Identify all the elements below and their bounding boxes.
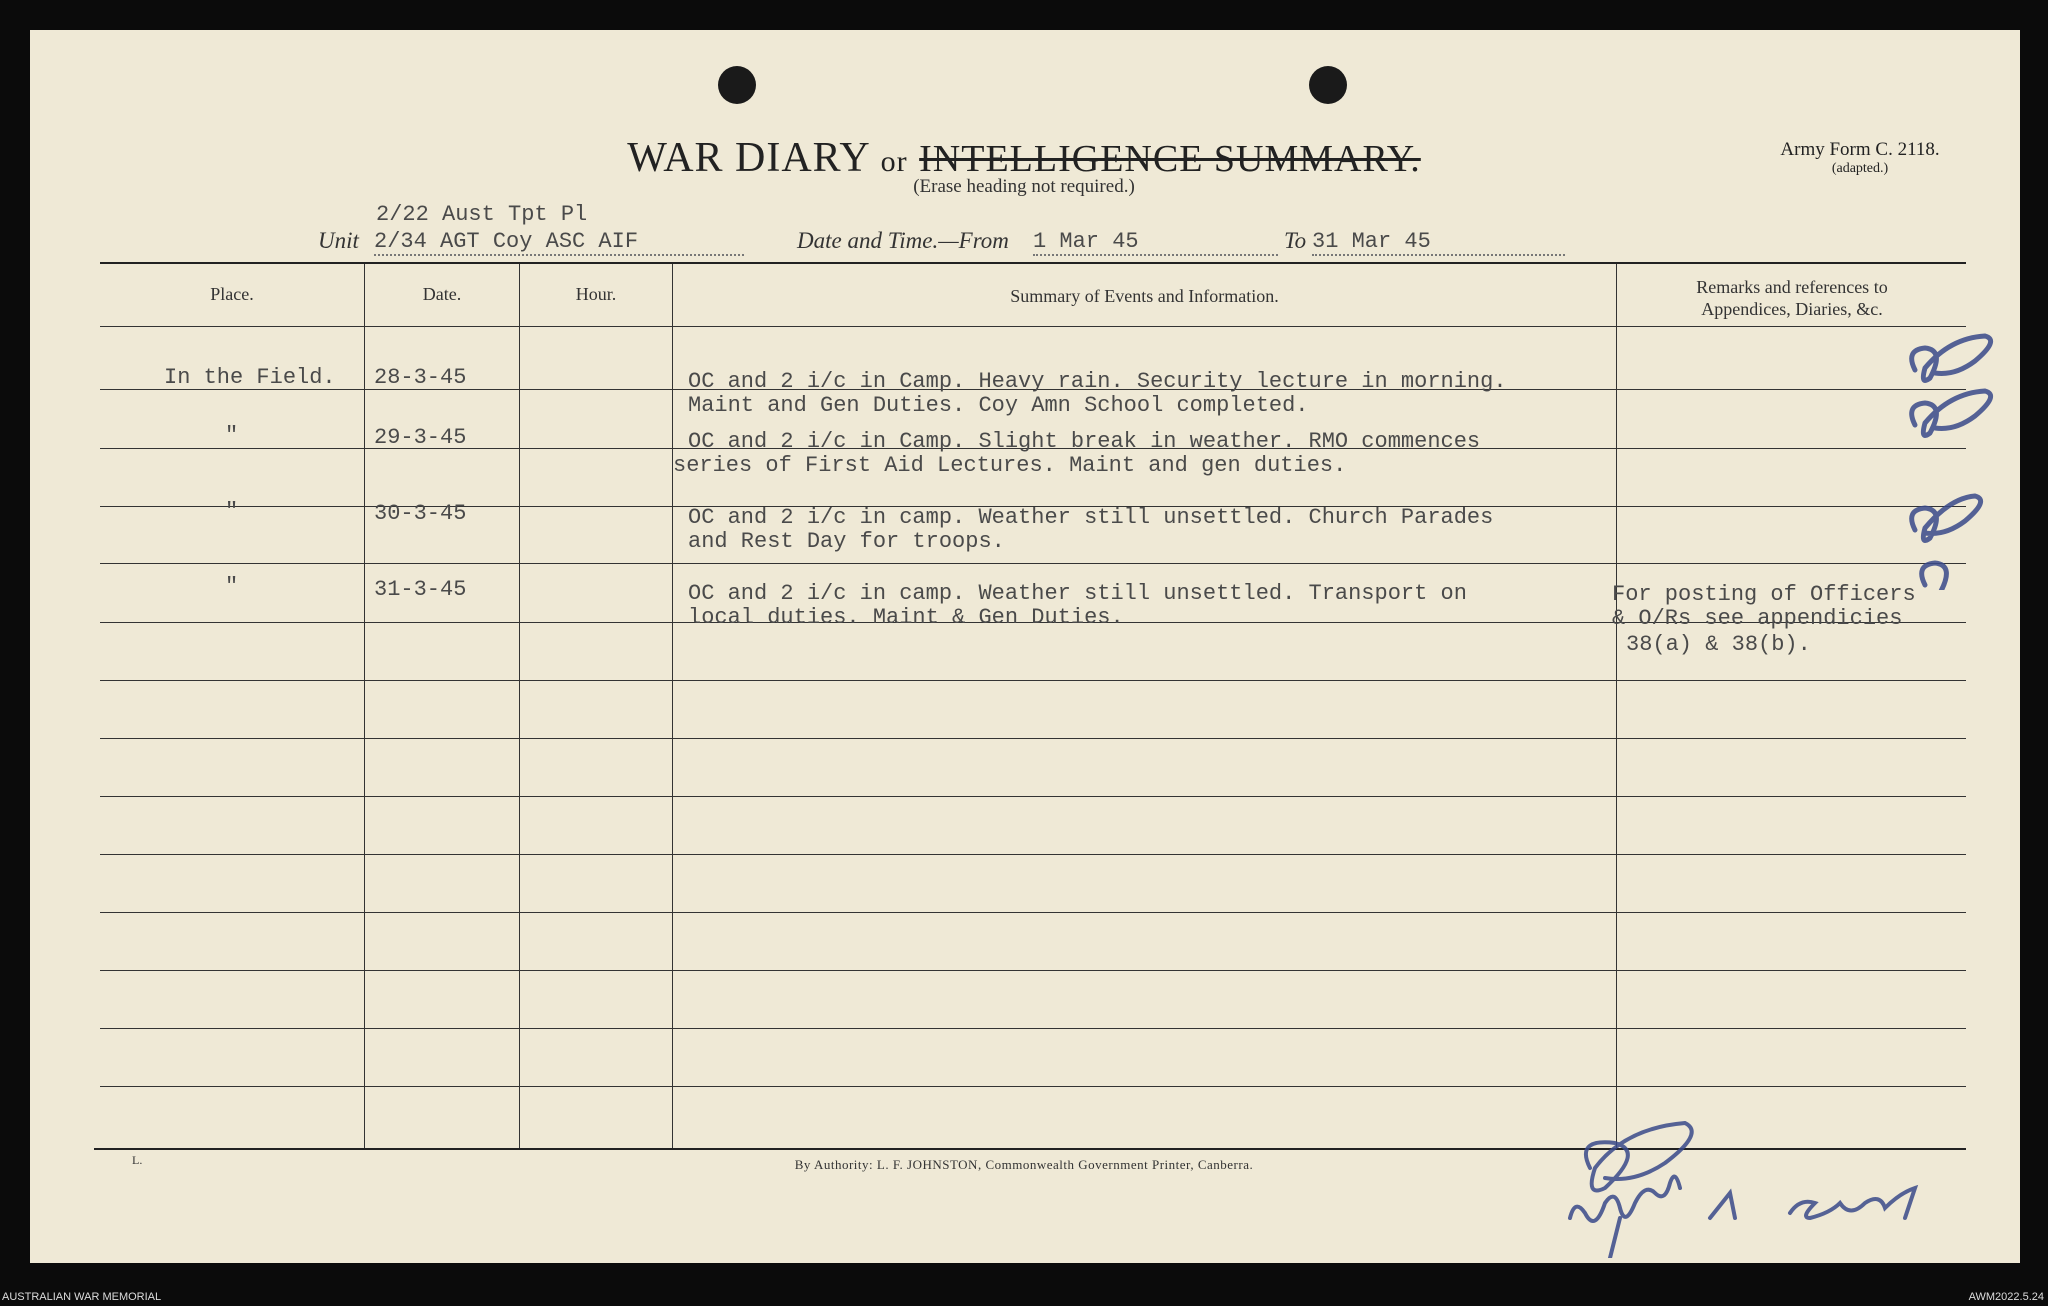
army-form-sub: (adapted.) — [1831, 161, 1889, 176]
unit-line-2: 2/34 AGT Coy ASC AIF — [374, 229, 744, 256]
ruled-line — [100, 912, 1966, 913]
date-to: 31 Mar 45 — [1312, 229, 1565, 256]
ruled-line — [100, 738, 1966, 739]
header-summary: Summary of Events and Information. — [1010, 286, 1279, 306]
ruled-line — [100, 854, 1966, 855]
header-place: Place. — [210, 284, 254, 304]
col-divider-hour — [672, 264, 673, 1148]
title-struck: INTELLIGENCE SUMMARY. — [919, 138, 1421, 180]
row4-summary-line1: OC and 2 i/c in camp. Weather still unsettled. Transport on — [688, 581, 1467, 606]
unit-line-1: 2/22 Aust Tpt Pl — [376, 202, 588, 227]
army-form-id — [1740, 140, 1980, 178]
row4-date: 31-3-45 — [374, 577, 467, 602]
header-remarks — [1617, 276, 1967, 320]
date-time-label: Date and Time.—From — [797, 228, 1009, 253]
row2-date: 29-3-45 — [374, 425, 467, 450]
row3-summary-line1: OC and 2 i/c in camp. Weather still unsettled. Church Parades — [688, 505, 1494, 530]
title-or: or — [880, 145, 908, 178]
ruled-line — [100, 563, 1966, 564]
col-divider-place — [364, 264, 365, 1148]
row1-date: 28-3-45 — [374, 365, 467, 390]
row4-remarks-line2: & O/Rs see appendicies — [1612, 606, 1903, 631]
row3-place: " — [225, 499, 239, 524]
punch-hole-left — [718, 66, 756, 104]
date-to-label: To — [1284, 228, 1307, 253]
ruled-line — [100, 970, 1966, 971]
header-date: Date. — [422, 284, 462, 304]
col-divider-date — [519, 264, 520, 1148]
ruled-line — [100, 1028, 1966, 1029]
printer-authority: By Authority: L. F. JOHNSTON, Commonwealth Government Printer, Canberra. — [794, 1157, 1254, 1172]
row2-summary-line1: OC and 2 i/c in Camp. Slight break in weather. RMO commences — [688, 429, 1481, 454]
row3-summary-line2: and Rest Day for troops. — [688, 529, 1005, 554]
archive-name: AUSTRALIAN WAR MEMORIAL — [2, 1291, 162, 1303]
row2-place: " — [225, 423, 239, 448]
header-hour: Hour. — [575, 284, 617, 304]
date-from: 1 Mar 45 — [1033, 229, 1278, 256]
handwritten-signature — [1560, 1108, 1980, 1258]
header-remarks-line2: Appendices, Diaries, &c. — [1701, 299, 1883, 319]
form-code: L. — [132, 1153, 143, 1167]
row1-summary-line2: Maint and Gen Duties. Coy Amn School completed. — [688, 393, 1309, 418]
archive-id: AWM2022.5.24 — [1968, 1291, 2044, 1303]
row4-summary-line2: local duties. Maint & Gen Duties. — [688, 605, 1124, 630]
row1-summary-line1: OC and 2 i/c in Camp. Heavy rain. Security lecture in morning. — [688, 369, 1507, 394]
row4-remarks-line1: For posting of Officers — [1612, 582, 1916, 607]
row3-date: 30-3-45 — [374, 501, 467, 526]
title-main: WAR DIARY — [627, 135, 870, 181]
col-divider-summary — [1616, 264, 1617, 1148]
ruled-line — [100, 326, 1966, 327]
punch-hole-right — [1309, 66, 1347, 104]
row1-place: In the Field. — [164, 365, 336, 390]
ruled-line — [100, 796, 1966, 797]
row4-place: " — [225, 574, 239, 599]
unit-label: Unit — [318, 228, 359, 253]
handwritten-initials-marks — [1895, 330, 2005, 590]
army-form-number: Army Form C. 2118. — [1780, 139, 1940, 160]
row4-remarks-line3: 38(a) & 38(b). — [1626, 632, 1811, 657]
header-remarks-line1: Remarks and references to — [1696, 277, 1888, 297]
row2-summary-line2: series of First Aid Lectures. Maint and gen duties. — [673, 453, 1347, 478]
ruled-line — [100, 1086, 1966, 1087]
erase-note: (Erase heading not required.) — [913, 176, 1135, 197]
table-top-rule — [100, 262, 1966, 264]
ruled-line — [100, 680, 1966, 681]
